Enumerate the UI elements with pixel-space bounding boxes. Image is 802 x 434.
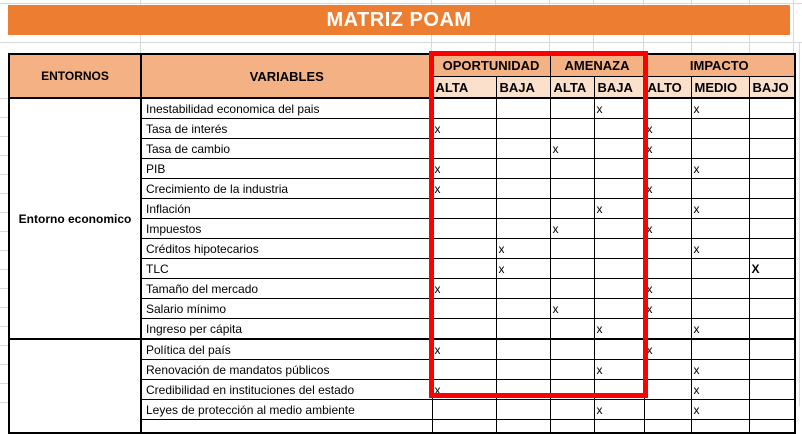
header-impacto[interactable]: IMPACTO	[644, 54, 795, 77]
header-variables[interactable]: VARIABLES	[141, 54, 432, 98]
variable-cell[interactable]: Crecimiento de la industria	[141, 179, 432, 199]
mark-cell[interactable]: x	[644, 219, 691, 239]
mark-cell[interactable]	[749, 139, 795, 159]
mark-cell[interactable]: x	[496, 259, 550, 279]
mark-cell[interactable]	[749, 279, 795, 299]
variable-cell[interactable]: Credibilidad en instituciones del estado	[141, 380, 432, 400]
header-amenaza-alta[interactable]: ALTA	[550, 77, 594, 99]
variable-cell[interactable]: Créditos hipotecarios	[141, 239, 432, 259]
mark-cell[interactable]: x	[432, 339, 496, 360]
variable-cell[interactable]: Inflación	[141, 199, 432, 219]
gridline	[0, 212, 8, 213]
mark-cell[interactable]: x	[691, 319, 749, 340]
mark-cell[interactable]: x	[432, 119, 496, 139]
mark-cell[interactable]: x	[691, 360, 749, 380]
gridline	[0, 383, 8, 384]
mark-cell[interactable]	[550, 400, 594, 420]
gridline	[0, 307, 8, 308]
empty-cell[interactable]	[496, 420, 550, 434]
mark-cell[interactable]: x	[594, 319, 644, 340]
entorno-cell[interactable]	[9, 339, 141, 433]
header-group-row	[9, 54, 795, 77]
mark-cell[interactable]	[691, 299, 749, 319]
mark-cell[interactable]	[644, 98, 691, 119]
mark-cell[interactable]: x	[550, 219, 594, 239]
gridline	[0, 98, 8, 99]
header-oportunidad[interactable]: OPORTUNIDAD	[432, 54, 550, 77]
title-banner[interactable]	[8, 5, 790, 35]
mark-cell[interactable]	[691, 139, 749, 159]
mark-cell[interactable]	[644, 159, 691, 179]
variable-cell[interactable]: Tasa de cambio	[141, 139, 432, 159]
mark-cell[interactable]: x	[432, 179, 496, 199]
mark-cell[interactable]: x	[644, 179, 691, 199]
mark-cell[interactable]: x	[550, 139, 594, 159]
variable-cell[interactable]: Política del país	[141, 339, 432, 360]
mark-cell[interactable]: x	[691, 239, 749, 259]
gridline	[0, 402, 8, 403]
mark-cell[interactable]	[749, 380, 795, 400]
mark-cell[interactable]	[749, 98, 795, 119]
mark-cell[interactable]: x	[432, 159, 496, 179]
variable-cell[interactable]: Renovación de mandatos públicos	[141, 360, 432, 380]
mark-cell[interactable]	[644, 199, 691, 219]
mark-cell[interactable]: x	[644, 279, 691, 299]
poam-table	[8, 53, 796, 434]
gridline	[793, 0, 794, 53]
mark-cell[interactable]: x	[432, 279, 496, 299]
mark-cell[interactable]	[749, 119, 795, 139]
header-oportunidad-alta[interactable]: ALTA	[432, 77, 496, 99]
mark-cell[interactable]	[749, 299, 795, 319]
gridline	[0, 3, 802, 4]
gridline	[0, 155, 8, 156]
gridline	[0, 345, 8, 346]
mark-cell[interactable]: x	[594, 360, 644, 380]
mark-cell[interactable]	[691, 219, 749, 239]
mark-cell[interactable]	[432, 400, 496, 420]
header-impacto-alto[interactable]: ALTO	[644, 77, 691, 99]
mark-cell[interactable]	[644, 319, 691, 340]
gridline	[0, 231, 8, 232]
mark-cell[interactable]	[749, 179, 795, 199]
mark-cell[interactable]	[749, 400, 795, 420]
variable-cell[interactable]: Ingreso per cápita	[141, 319, 432, 340]
mark-cell[interactable]	[749, 239, 795, 259]
gridline	[0, 136, 8, 137]
empty-cell[interactable]	[644, 420, 691, 434]
mark-cell[interactable]: x	[644, 299, 691, 319]
mark-cell[interactable]	[749, 199, 795, 219]
header-impacto-bajo[interactable]: BAJO	[749, 77, 795, 99]
header-entornos[interactable]: ENTORNOS	[9, 54, 141, 98]
table-row	[9, 339, 795, 360]
highlight-rectangle[interactable]	[429, 51, 648, 398]
mark-cell[interactable]	[691, 119, 749, 139]
mark-cell[interactable]	[644, 259, 691, 279]
header-amenaza-baja[interactable]: BAJA	[594, 77, 644, 99]
variable-cell[interactable]: Impuestos	[141, 219, 432, 239]
mark-cell[interactable]: x	[594, 98, 644, 119]
page-title: MATRIZ POAM	[326, 8, 472, 31]
table-row	[9, 98, 795, 119]
variable-cell[interactable]: PIB	[141, 159, 432, 179]
mark-cell[interactable]	[644, 380, 691, 400]
mark-cell[interactable]: x	[691, 98, 749, 119]
empty-cell[interactable]	[594, 420, 644, 434]
mark-cell[interactable]	[691, 259, 749, 279]
variable-cell[interactable]: Leyes de protección al medio ambiente	[141, 400, 432, 420]
mark-cell[interactable]	[749, 219, 795, 239]
gridline	[0, 269, 8, 270]
mark-cell[interactable]: x	[691, 380, 749, 400]
gridline	[0, 326, 8, 327]
gridline	[0, 288, 8, 289]
mark-cell[interactable]	[644, 239, 691, 259]
mark-cell[interactable]	[644, 360, 691, 380]
variable-cell[interactable]: TLC	[141, 259, 432, 279]
mark-cell[interactable]: x	[691, 199, 749, 219]
mark-cell[interactable]: x	[594, 400, 644, 420]
empty-cell[interactable]	[141, 420, 432, 434]
empty-cell[interactable]	[691, 420, 749, 434]
mark-cell[interactable]	[644, 400, 691, 420]
empty-cell[interactable]	[749, 420, 795, 434]
mark-cell[interactable]	[691, 279, 749, 299]
entorno-cell[interactable]: Entorno economico	[9, 98, 141, 339]
header-oportunidad-baja[interactable]: BAJA	[496, 77, 550, 99]
mark-cell[interactable]: x	[691, 159, 749, 179]
mark-cell[interactable]: x	[432, 380, 496, 400]
mark-cell[interactable]	[749, 339, 795, 360]
gridline	[0, 250, 8, 251]
mark-cell[interactable]: x	[691, 400, 749, 420]
mark-cell[interactable]	[496, 400, 550, 420]
mark-cell[interactable]	[691, 179, 749, 199]
mark-cell[interactable]: x	[644, 339, 691, 360]
empty-cell[interactable]	[432, 420, 496, 434]
gridline	[0, 364, 8, 365]
mark-cell[interactable]	[749, 360, 795, 380]
gridline	[0, 42, 802, 43]
variable-cell[interactable]: Tasa de interés	[141, 119, 432, 139]
empty-cell[interactable]	[550, 420, 594, 434]
mark-cell[interactable]: X	[749, 259, 795, 279]
gridline	[799, 42, 800, 406]
variable-cell[interactable]: Tamaño del mercado	[141, 279, 432, 299]
mark-cell[interactable]: x	[644, 139, 691, 159]
gridline	[0, 117, 8, 118]
mark-cell[interactable]: x	[550, 299, 594, 319]
variable-cell[interactable]: Inestabilidad economica del pais	[141, 98, 432, 119]
gridline	[0, 174, 8, 175]
mark-cell[interactable]	[691, 339, 749, 360]
table-body	[9, 98, 795, 433]
header-impacto-medio[interactable]: MEDIO	[691, 77, 749, 99]
mark-cell[interactable]: x	[644, 119, 691, 139]
mark-cell[interactable]: x	[594, 199, 644, 219]
mark-cell[interactable]: x	[496, 239, 550, 259]
header-amenaza[interactable]: AMENAZA	[550, 54, 644, 77]
gridline	[0, 193, 8, 194]
variable-cell[interactable]: Salario mínimo	[141, 299, 432, 319]
mark-cell[interactable]	[749, 319, 795, 340]
mark-cell[interactable]	[749, 159, 795, 179]
